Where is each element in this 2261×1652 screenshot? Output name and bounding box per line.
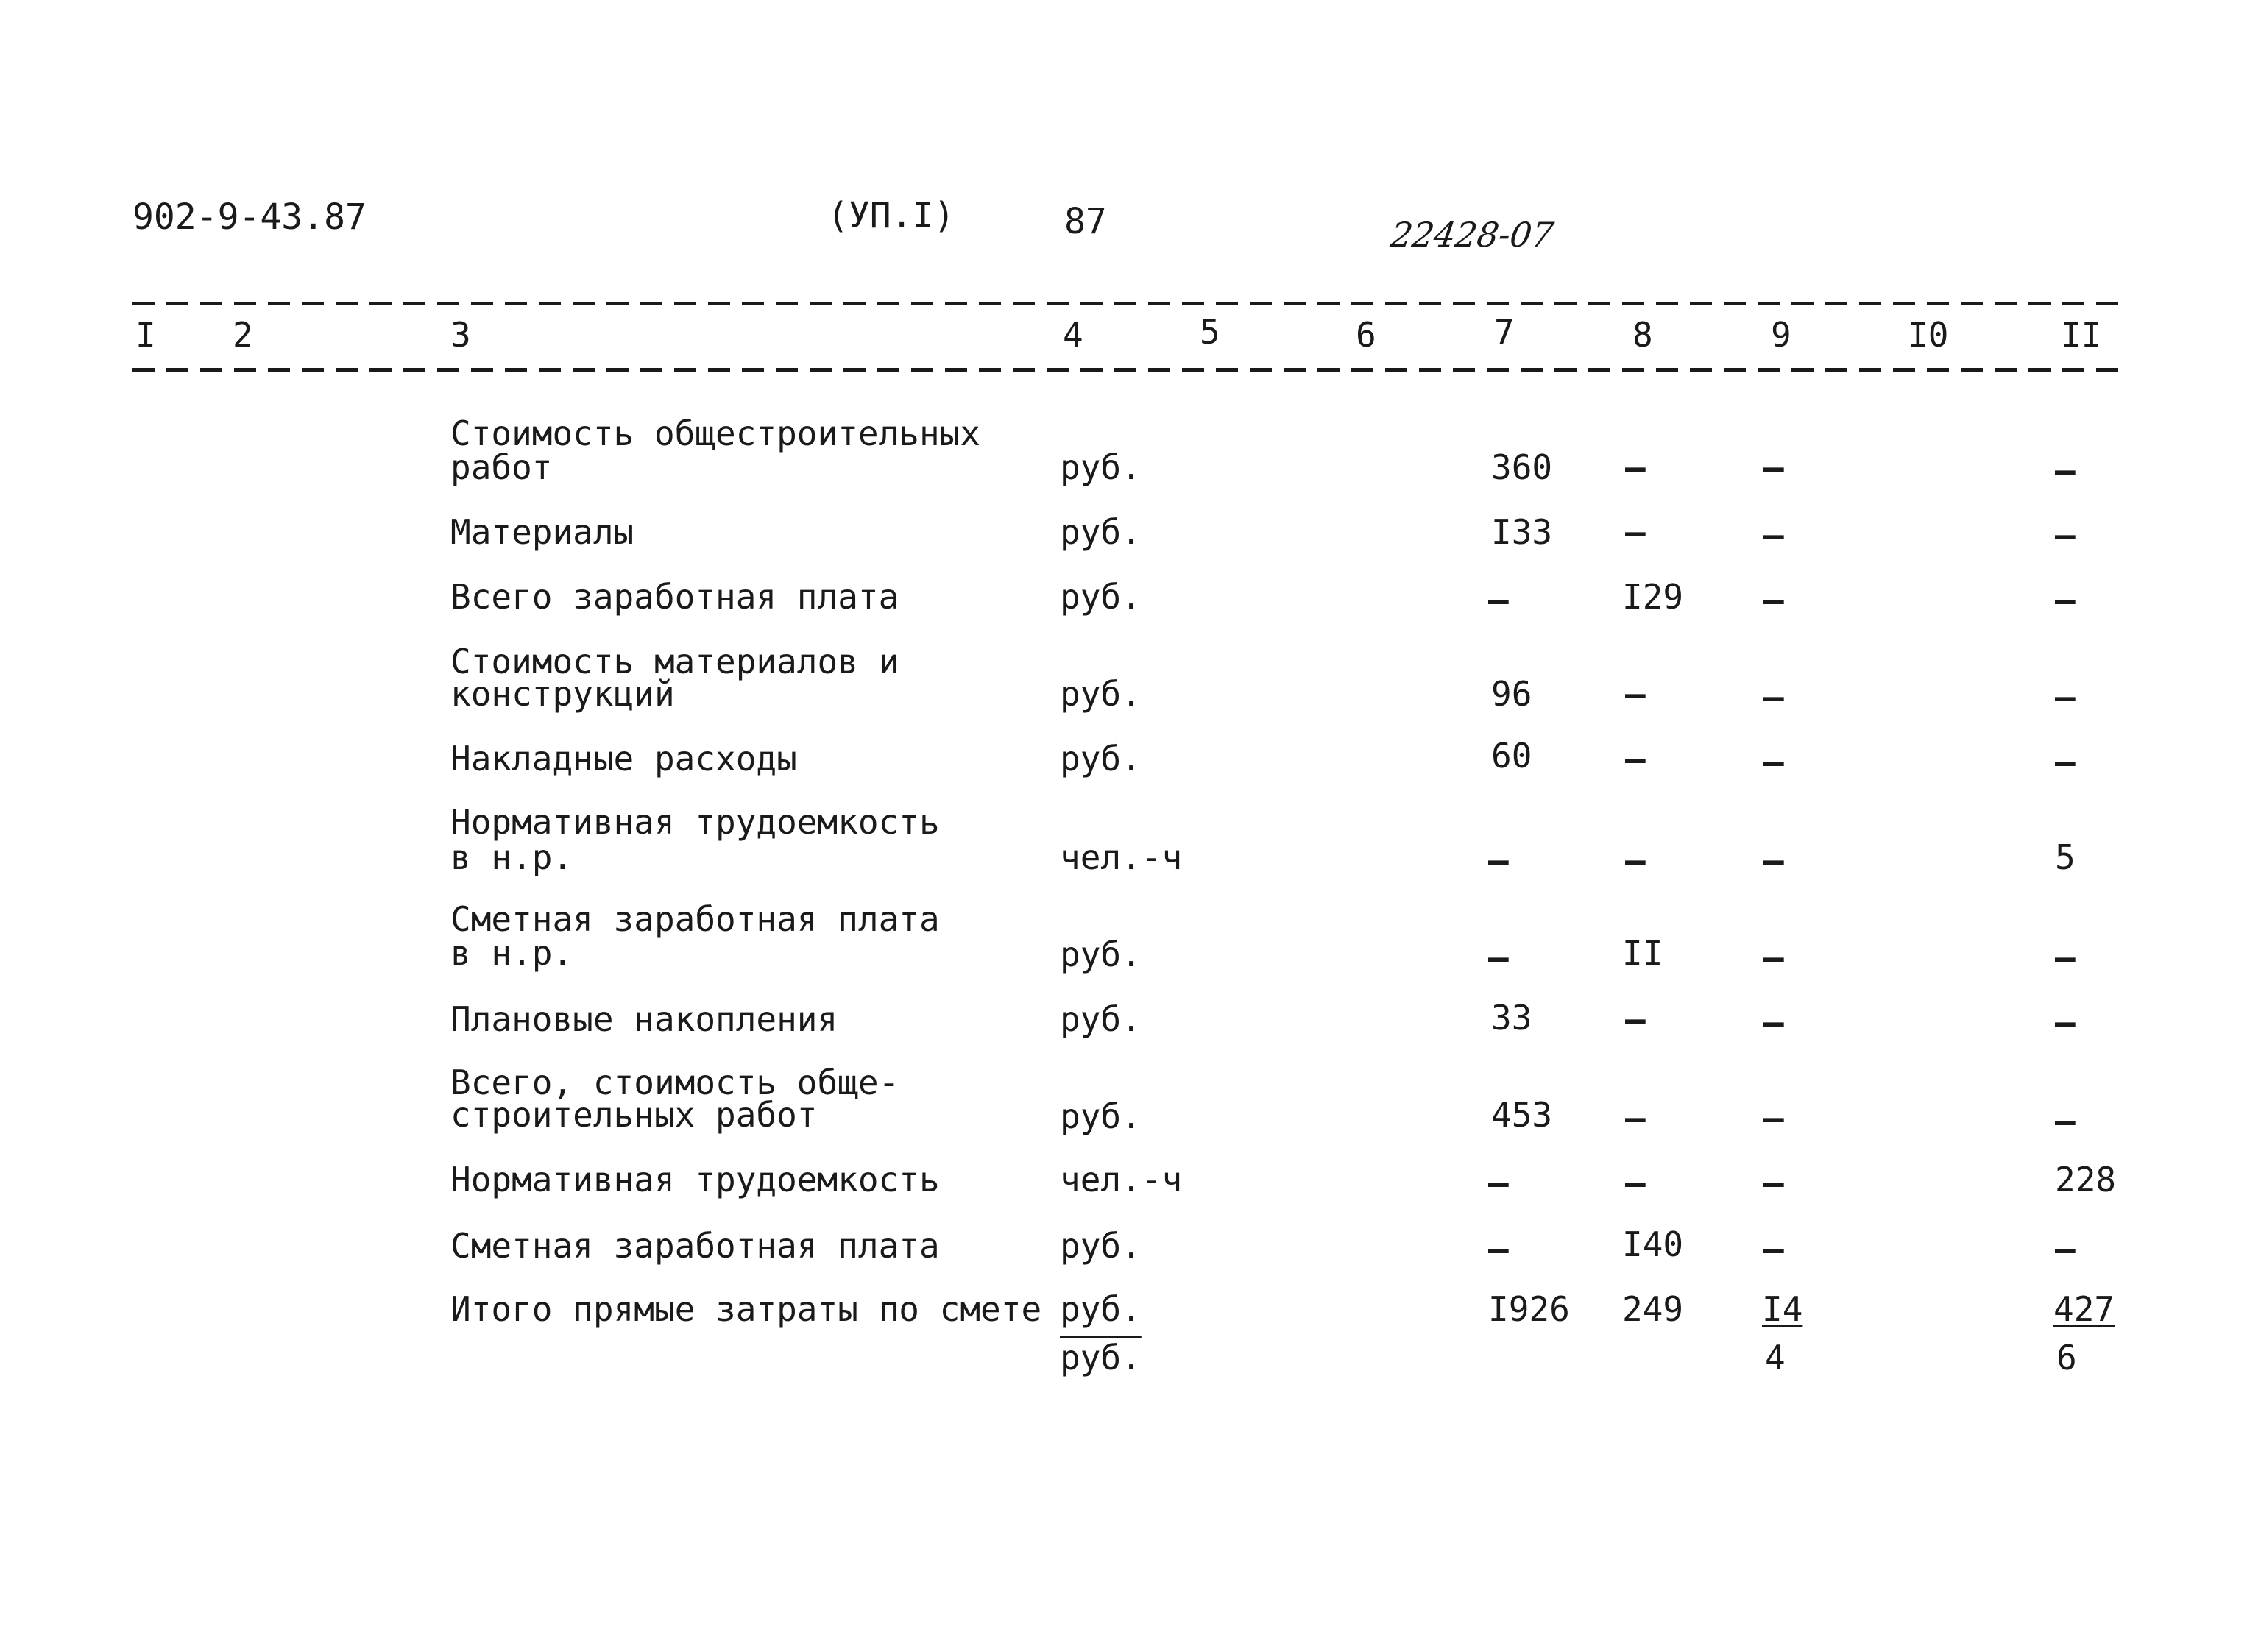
cell-col9: – [1763, 515, 1784, 555]
row-unit: руб. [1060, 739, 1142, 779]
column-header-4: 4 [1063, 315, 1083, 355]
cell-col7: – [1488, 580, 1509, 620]
row-name: Всего заработная плата [450, 577, 899, 617]
column-header-7: 7 [1494, 312, 1515, 352]
cell-col11: – [2055, 742, 2076, 781]
table-top-rule [132, 302, 2120, 305]
row-unit: руб. [1060, 1226, 1142, 1266]
cell-col9-secondary: 4 [1765, 1338, 1786, 1378]
row-unit: руб. [1060, 447, 1142, 487]
cell-col9: – [1763, 1098, 1784, 1138]
cell-col7: 96 [1491, 674, 1532, 714]
column-header-6: 6 [1356, 315, 1376, 355]
cell-col7: 360 [1491, 447, 1553, 487]
cell-col11: 5 [2055, 837, 2076, 877]
row-name-continued: в н.р. [450, 933, 573, 973]
inventory-stamp: 22428-07 [1388, 215, 1557, 255]
cell-col8: II [1622, 933, 1663, 973]
cell-col8: – [1625, 1098, 1646, 1138]
row-name: Стоимость материалов и [450, 642, 899, 681]
cell-col11: – [2055, 1229, 2076, 1269]
page-number: 87 [1064, 201, 1107, 242]
cell-col11: – [2055, 1002, 2076, 1042]
row-name-continued: работ [450, 447, 553, 487]
cell-col11: – [2055, 450, 2076, 490]
cell-col8: – [1625, 512, 1646, 552]
cell-col9: – [1763, 677, 1784, 717]
cell-col8: – [1625, 1163, 1646, 1202]
row-name: Итого прямые затраты по смете [450, 1289, 1042, 1329]
row-unit: руб. [1060, 577, 1142, 617]
section-label: (УП.I) [827, 195, 955, 236]
column-header-9: 9 [1771, 315, 1791, 355]
cell-col11: – [2055, 937, 2076, 977]
row-unit: руб. [1060, 1096, 1142, 1136]
row-unit: руб. [1060, 935, 1142, 974]
cell-col9: – [1763, 447, 1784, 487]
cell-col8: – [1625, 447, 1646, 487]
row-unit: руб. [1060, 674, 1142, 714]
cell-col9: – [1763, 937, 1784, 977]
cell-col7: – [1488, 1163, 1509, 1202]
cell-col8: I29 [1622, 577, 1684, 617]
row-unit: чел.-ч [1060, 1160, 1183, 1199]
cell-col11-secondary: 6 [2056, 1338, 2077, 1378]
row-name: Накладные расходы [450, 739, 797, 779]
cell-col8: – [1625, 674, 1646, 714]
cell-col7: – [1488, 937, 1509, 977]
cell-col11: 427 [2053, 1289, 2115, 1329]
cell-col7: I926 [1488, 1289, 1570, 1329]
cell-col8: 249 [1622, 1289, 1684, 1329]
cell-col11: 228 [2055, 1160, 2117, 1199]
cell-col7: – [1488, 1229, 1509, 1269]
cell-col11: – [2055, 580, 2076, 620]
column-header-2: 2 [233, 315, 253, 355]
cell-col7: – [1488, 840, 1509, 880]
row-name: Сметная заработная плата [450, 1226, 940, 1266]
row-unit-secondary: руб. [1060, 1338, 1142, 1378]
column-header-8: 8 [1632, 315, 1653, 355]
cell-col7: I33 [1491, 512, 1553, 552]
column-header-11: II [2061, 315, 2102, 355]
row-unit: руб. [1060, 999, 1142, 1039]
row-name: Сметная заработная плата [450, 899, 940, 939]
cell-col9: – [1763, 580, 1784, 620]
row-name: Материалы [450, 512, 634, 552]
row-name: Нормативная трудоемкость [450, 802, 940, 842]
row-name-continued: в н.р. [450, 837, 573, 877]
row-unit: руб. [1060, 512, 1142, 552]
column-header-1: I [135, 315, 156, 355]
cell-col11: – [2055, 677, 2076, 717]
cell-col7: 453 [1491, 1095, 1553, 1135]
cell-col9: I4 [1762, 1289, 1803, 1329]
cell-col8: I40 [1622, 1224, 1684, 1264]
row-name-continued: строительных работ [450, 1095, 818, 1135]
document-code: 902-9-43.87 [132, 196, 367, 238]
cell-col9: – [1763, 1163, 1784, 1202]
cell-col7: 33 [1491, 998, 1532, 1038]
cell-col9: – [1763, 1229, 1784, 1269]
row-name: Всего, стоимость обще- [450, 1063, 899, 1102]
row-name: Плановые накопления [450, 999, 838, 1039]
cell-col9: – [1763, 742, 1784, 781]
table-header-rule [132, 368, 2120, 372]
column-header-5: 5 [1200, 312, 1220, 352]
row-unit: чел.-ч [1060, 837, 1183, 877]
cell-col11: – [2055, 515, 2076, 555]
column-header-3: 3 [450, 315, 471, 355]
cell-col9: – [1763, 1002, 1784, 1042]
row-name: Стоимость общестроительных [450, 414, 981, 453]
row-name: Нормативная трудоемкость [450, 1160, 940, 1199]
cell-col7: 60 [1491, 736, 1532, 776]
cell-col11: – [2055, 1101, 2076, 1141]
row-unit: руб. [1060, 1289, 1142, 1329]
row-name-continued: конструкций [450, 674, 675, 714]
cell-col9: – [1763, 840, 1784, 880]
cell-col8: – [1625, 739, 1646, 779]
cell-col8: – [1625, 840, 1646, 880]
cell-col8: – [1625, 999, 1646, 1039]
column-header-10: I0 [1908, 315, 1949, 355]
